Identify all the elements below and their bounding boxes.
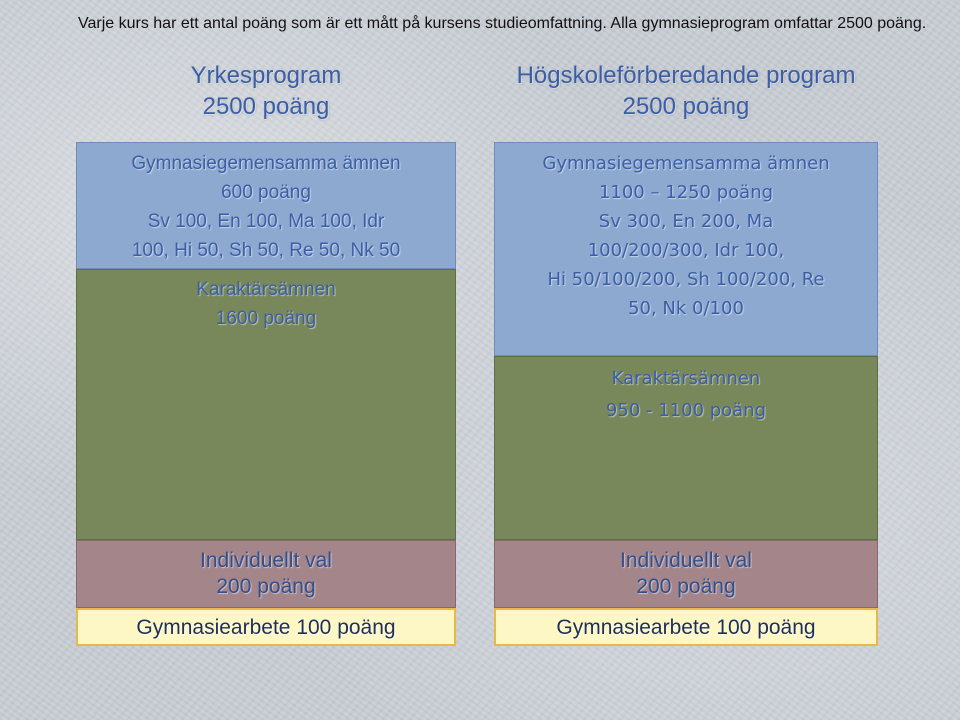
preparatory-common-points: 1100 – 1250 poäng — [598, 182, 774, 203]
preparatory-grade-points: 950 - 1100 poäng — [605, 400, 767, 421]
vocational-grade-points: 1600 poäng — [215, 308, 317, 329]
vocational-individual-choice-block — [76, 540, 456, 608]
vocational-common-detail-1: Sv 100, En 100, Ma 100, Idr — [147, 211, 385, 232]
preparatory-common-subjects-block — [494, 142, 878, 356]
top-note: Varje kurs har ett antal poäng som är ett mått på kursens studieomfattning. Alla gymnasieprogram omfattar 2500 poäng. — [78, 15, 927, 32]
vocational-individual-points: 200 poäng — [216, 575, 316, 598]
vocational-grade-label: Karaktärsämnen — [196, 279, 336, 300]
preparatory-common-detail-4: 50, Nk 0/100 — [628, 298, 744, 319]
preparatory-common-label: Gymnasiegemensamma ämnen — [542, 153, 830, 174]
vocational-title-points: 2500 poäng — [202, 93, 330, 120]
preparatory-grade-subjects-block — [494, 356, 878, 540]
vocational-diploma-project-label: Gymnasiearbete 100 poäng — [136, 616, 396, 639]
vocational-diploma-project-block — [76, 608, 456, 646]
preparatory-diploma-project-label: Gymnasiearbete 100 poäng — [556, 616, 816, 639]
vocational-individual-label: Individuellt val — [200, 549, 332, 572]
vocational-title-name: Yrkesprogram — [190, 62, 342, 89]
preparatory-title-points: 2500 poäng — [622, 93, 750, 120]
preparatory-individual-choice-block — [494, 540, 878, 608]
preparatory-individual-label: Individuellt val — [620, 549, 752, 572]
vocational-common-label: Gymnasiegemensamma ämnen — [131, 153, 401, 174]
vocational-grade-subjects-block — [76, 269, 456, 540]
preparatory-common-detail-3: Hi 50/100/200, Sh 100/200, Re — [547, 269, 825, 290]
vocational-common-subjects-block — [76, 142, 456, 269]
preparatory-diploma-project-block — [494, 608, 878, 646]
preparatory-individual-points: 200 poäng — [636, 575, 736, 598]
preparatory-grade-label: Karaktärsämnen — [611, 368, 761, 389]
preparatory-common-detail-2: 100/200/300, Idr 100, — [587, 240, 785, 261]
preparatory-title-name: Högskoleförberedande program — [516, 62, 856, 89]
vocational-common-detail-2: 100, Hi 50, Sh 50, Re 50, Nk 50 — [131, 240, 401, 261]
vocational-common-points: 600 poäng — [221, 182, 311, 203]
preparatory-common-detail-1: Sv 300, En 200, Ma — [598, 211, 774, 232]
vocational-program-title — [76, 60, 456, 122]
preparatory-program-title — [494, 60, 878, 122]
